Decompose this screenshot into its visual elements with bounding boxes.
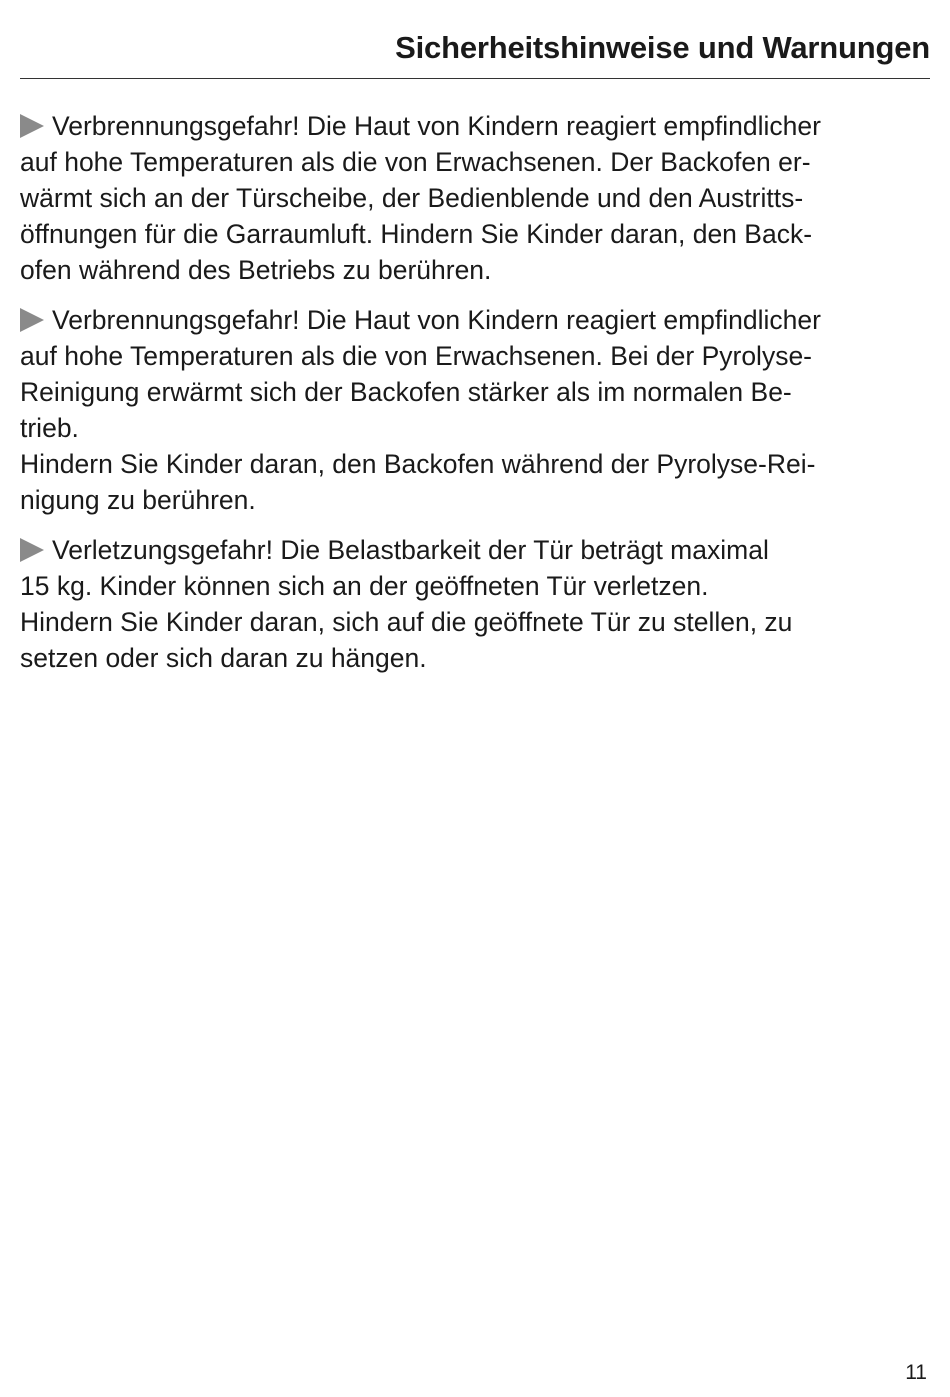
warning-paragraph-burn-operation [20,108,920,288]
warning-line: auf hohe Temperaturen als die von Erwachsenen. Der Backofen er- [20,147,811,177]
page-number: 11 [905,1361,927,1384]
warning-line: Hindern Sie Kinder daran, den Backofen während der Pyrolyse-Rei- [20,449,816,479]
warning-line: Hindern Sie Kinder daran, sich auf die geöffnete Tür zu stellen, zu [20,607,793,637]
warning-line: ofen während des Betriebs zu berühren. [20,255,492,285]
warning-arrow-icon [20,538,44,562]
warning-line: 15 kg. Kinder können sich an der geöffneten Tür verletzen. [20,571,709,601]
warning-arrow-icon [20,308,44,332]
warning-line: Reinigung erwärmt sich der Backofen stärker als im normalen Be- [20,377,792,407]
page-header [20,26,930,79]
warning-line: öffnungen für die Garraumluft. Hindern Sie Kinder daran, den Back- [20,219,813,249]
warning-paragraph-burn-pyrolysis [20,302,920,518]
warning-paragraph-injury-door [20,532,920,676]
warning-line: auf hohe Temperaturen als die von Erwachsenen. Bei der Pyrolyse- [20,341,813,371]
warning-line: Verbrennungsgefahr! Die Haut von Kindern reagiert empfindlicher [20,108,920,144]
warning-line: wärmt sich an der Türscheibe, der Bedienblende und den Austritts- [20,183,804,213]
warning-line: Verbrennungsgefahr! Die Haut von Kindern reagiert empfindlicher [20,302,920,338]
page-title: Sicherheitshinweise und Warnungen [395,30,930,65]
warnings-section [20,108,920,690]
warning-line: setzen oder sich daran zu hängen. [20,643,427,673]
warning-line: Verletzungsgefahr! Die Belastbarkeit der Tür beträgt maximal [20,532,920,568]
warning-line: nigung zu berühren. [20,485,256,515]
warning-line: trieb. [20,413,79,443]
warning-arrow-icon [20,114,44,138]
